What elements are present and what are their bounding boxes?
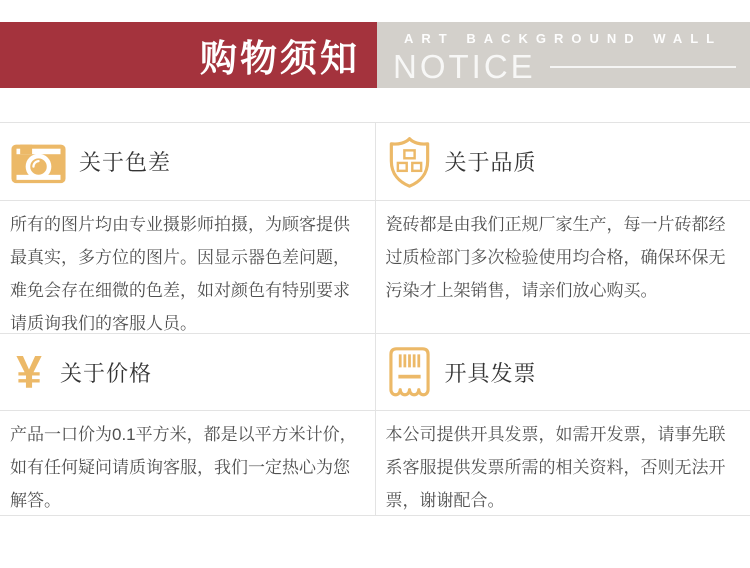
section-title: 开具发票 — [444, 360, 537, 386]
section-invoice — [375, 334, 750, 516]
grid-row-2 — [0, 334, 750, 516]
banner-notice-label: NOTICE — [393, 48, 536, 85]
section-color-difference — [0, 123, 375, 334]
shield-badge-icon — [387, 135, 432, 189]
camera-icon — [11, 140, 66, 184]
banner-title: 购物须知 — [0, 22, 377, 88]
section-body-text: 所有的图片均由专业摄影师拍摄，为顾客提供最真实，多方位的图片。因显示器色差问题，难免会存在细微的色差，如对颜色有特别要求请质询我们的客服人员。 — [0, 201, 375, 334]
section-price-header — [0, 334, 375, 411]
yen-icon: ¥ — [16, 346, 42, 398]
section-title: 关于价格 — [60, 360, 153, 386]
section-color-difference-header — [0, 123, 375, 201]
section-title: 关于色差 — [79, 150, 172, 175]
banner-right-panel — [377, 22, 750, 88]
banner — [0, 22, 750, 88]
section-body-text: 产品一口价为0.1平方米，都是以平方米计价，如有任何疑问请质询客服，我们一定热心为您解答。 — [0, 411, 375, 516]
section-quality — [375, 123, 750, 334]
notice-rule-line — [550, 66, 736, 68]
grid-row-1 — [0, 123, 750, 334]
receipt-icon — [387, 346, 432, 398]
section-quality-header — [376, 123, 750, 201]
section-body-text: 瓷砖都是由我们正规厂家生产，每一片砖都经过质检部门多次检验使用均合格，确保环保无污染才上架销售，请亲们放心购买。 — [376, 201, 750, 334]
section-title: 关于品质 — [444, 150, 537, 175]
section-invoice-header — [376, 334, 750, 411]
section-body-text: 本公司提供开具发票，如需开发票，请事先联系客服提供发票所需的相关资料，否则无法开票，谢谢配合。 — [376, 411, 750, 516]
banner-subtitle: ART BACKGROUND WALL — [404, 31, 723, 46]
section-price — [0, 334, 375, 516]
notice-grid — [0, 122, 750, 516]
notice-row — [393, 50, 736, 83]
